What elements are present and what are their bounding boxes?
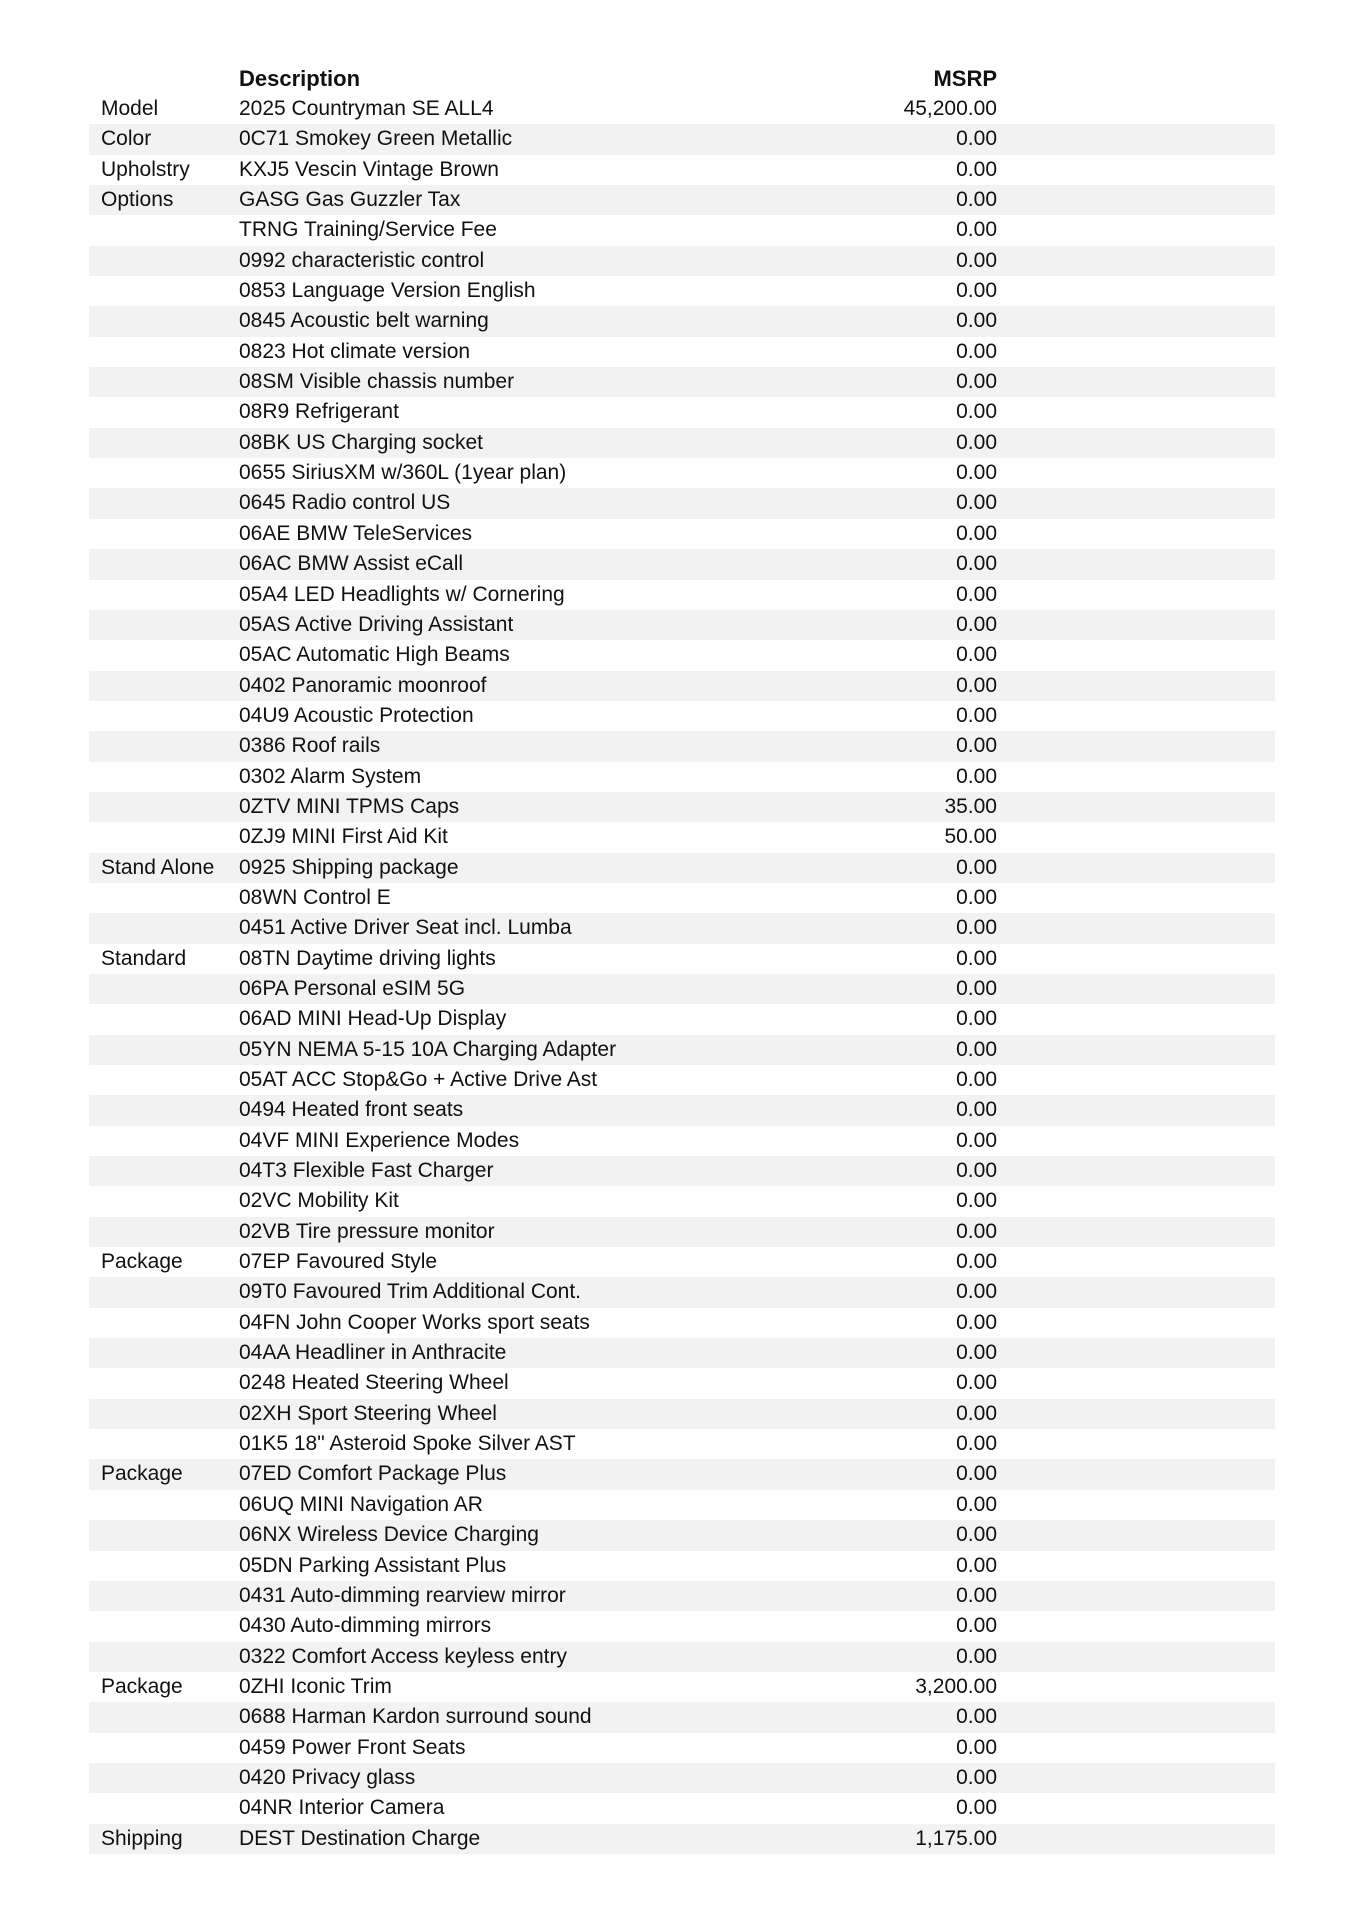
row-description: 0386 Roof rails [239, 734, 381, 758]
row-category: Stand Alone [101, 855, 215, 879]
row-price: 0.00 [956, 1796, 997, 1820]
row-price: 0.00 [956, 339, 997, 363]
row-description: 06UQ MINI Navigation AR [239, 1492, 483, 1516]
table-row [89, 488, 1275, 518]
row-description: 06AD MINI Head-Up Display [239, 1007, 507, 1031]
table-row [89, 428, 1275, 458]
table-row [89, 1490, 1275, 1520]
row-price: 0.00 [956, 885, 997, 909]
row-price: 0.00 [956, 370, 997, 394]
table-row [89, 1702, 1275, 1732]
row-price: 0.00 [956, 1250, 997, 1274]
row-description: 0451 Active Driver Seat incl. Lumba [239, 916, 572, 940]
row-price: 0.00 [956, 1644, 997, 1668]
row-description: 02XH Sport Steering Wheel [239, 1401, 497, 1425]
table-row [89, 549, 1275, 579]
row-description: 0ZTV MINI TPMS Caps [239, 794, 460, 818]
row-description: 08SM Visible chassis number [239, 370, 515, 394]
table-row [89, 1793, 1275, 1823]
row-description: 0ZJ9 MINI First Aid Kit [239, 825, 448, 849]
row-price: 0.00 [956, 976, 997, 1000]
table-row [89, 367, 1275, 397]
row-description: TRNG Training/Service Fee [239, 218, 497, 242]
row-description: 07ED Comfort Package Plus [239, 1462, 507, 1486]
row-description: 06AC BMW Assist eCall [239, 552, 464, 576]
table-row [89, 671, 1275, 701]
row-price: 0.00 [956, 764, 997, 788]
row-description: 04U9 Acoustic Protection [239, 703, 474, 727]
table-row [89, 185, 1275, 215]
row-description: 06PA Personal eSIM 5G [239, 976, 466, 1000]
row-price: 35.00 [944, 794, 997, 818]
table-row [89, 1824, 1275, 1854]
row-category: Upholstry [101, 157, 190, 181]
row-price: 0.00 [956, 643, 997, 667]
row-description: 0248 Heated Steering Wheel [239, 1371, 509, 1395]
row-price: 0.00 [956, 1159, 997, 1183]
row-price: 0.00 [956, 552, 997, 576]
row-price: 45,200.00 [903, 97, 997, 120]
table-row [89, 792, 1275, 822]
row-description: 05DN Parking Assistant Plus [239, 1553, 507, 1577]
row-category: Package [101, 1462, 183, 1486]
table-row [89, 822, 1275, 852]
row-price: 0.00 [956, 218, 997, 242]
row-description: 02VB Tire pressure monitor [239, 1219, 495, 1243]
row-description: 04NR Interior Camera [239, 1796, 445, 1820]
row-description: 0992 characteristic control [239, 248, 485, 272]
row-price: 0.00 [956, 1614, 997, 1638]
row-description: 06AE BMW TeleServices [239, 521, 473, 545]
row-description: 08R9 Refrigerant [239, 400, 399, 424]
row-description: 0494 Heated front seats [239, 1098, 464, 1122]
row-price: 0.00 [956, 734, 997, 758]
row-price: 0.00 [956, 521, 997, 545]
row-description: 07EP Favoured Style [239, 1250, 438, 1274]
table-row [89, 944, 1275, 974]
row-description: 04T3 Flexible Fast Charger [239, 1159, 494, 1183]
table-row [89, 1733, 1275, 1763]
table-row [89, 1763, 1275, 1793]
table-row [89, 762, 1275, 792]
row-category: Standard [101, 946, 187, 970]
row-description: 08BK US Charging socket [239, 430, 483, 454]
row-price: 0.00 [956, 1401, 997, 1425]
row-price: 0.00 [956, 612, 997, 636]
row-category: Shipping [101, 1826, 183, 1850]
table-row [89, 913, 1275, 943]
row-price: 0.00 [956, 309, 997, 333]
row-description: 0322 Comfort Access keyless entry [239, 1644, 567, 1668]
table-row [89, 1642, 1275, 1672]
table-row [89, 974, 1275, 1004]
table-row [89, 883, 1275, 913]
table-row [89, 1217, 1275, 1247]
row-price: 0.00 [956, 673, 997, 697]
row-category: Package [101, 1674, 183, 1698]
row-description: 0925 Shipping package [239, 855, 459, 879]
row-price: 0.00 [956, 1310, 997, 1334]
row-price: 0.00 [956, 582, 997, 606]
row-description: 0420 Privacy glass [239, 1765, 416, 1789]
row-price: 0.00 [956, 279, 997, 303]
table-row [89, 397, 1275, 427]
table-row [89, 124, 1275, 154]
row-price: 0.00 [956, 1492, 997, 1516]
row-category: Options [101, 188, 174, 212]
row-description: 2025 Countryman SE ALL4 [239, 97, 494, 120]
row-price: 0.00 [956, 916, 997, 940]
table-row [89, 1551, 1275, 1581]
table-row [89, 1095, 1275, 1125]
row-price: 0.00 [956, 1280, 997, 1304]
row-description: 0302 Alarm System [239, 764, 422, 788]
row-price: 0.00 [956, 703, 997, 727]
row-description: 04FN John Cooper Works sport seats [239, 1310, 590, 1334]
table-row [89, 1004, 1275, 1034]
table-row [89, 1156, 1275, 1186]
table-row [89, 306, 1275, 336]
row-description: 0845 Acoustic belt warning [239, 309, 489, 333]
msrp-table [89, 64, 1275, 1854]
row-description: 0645 Radio control US [239, 491, 451, 515]
row-price: 0.00 [956, 1371, 997, 1395]
row-description: 04AA Headliner in Anthracite [239, 1341, 507, 1365]
row-price: 0.00 [956, 1523, 997, 1547]
row-description: 06NX Wireless Device Charging [239, 1523, 539, 1547]
row-description: 0430 Auto-dimming mirrors [239, 1614, 492, 1638]
table-row [89, 215, 1275, 245]
table-row [89, 701, 1275, 731]
row-price: 0.00 [956, 1341, 997, 1365]
table-row [89, 337, 1275, 367]
row-description: 0655 SiriusXM w/360L (1year plan) [239, 461, 567, 485]
row-price: 0.00 [956, 1068, 997, 1091]
row-price: 0.00 [956, 946, 997, 970]
row-price: 0.00 [956, 1098, 997, 1122]
row-description: 0823 Hot climate version [239, 339, 471, 363]
row-description: 02VC Mobility Kit [239, 1189, 399, 1213]
row-description: KXJ5 Vescin Vintage Brown [239, 157, 499, 181]
row-price: 0.00 [956, 1553, 997, 1577]
row-description: 08TN Daytime driving lights [239, 946, 496, 970]
table-row [89, 1611, 1275, 1641]
table-row [89, 276, 1275, 306]
row-description: 05A4 LED Headlights w/ Cornering [239, 582, 565, 606]
row-description: 0853 Language Version English [239, 279, 536, 303]
row-price: 0.00 [956, 1462, 997, 1486]
table-row [89, 610, 1275, 640]
row-description: 08WN Control E [239, 885, 391, 909]
description-column-header: Description [239, 66, 361, 91]
table-body [89, 94, 1275, 1854]
row-description: 04VF MINI Experience Modes [239, 1128, 520, 1152]
table-row [89, 853, 1275, 883]
row-description: GASG Gas Guzzler Tax [239, 188, 461, 212]
row-description: 05YN NEMA 5-15 10A Charging Adapter [239, 1037, 617, 1061]
row-description: 0402 Panoramic moonroof [239, 673, 487, 697]
row-description: 05AS Active Driving Assistant [239, 612, 514, 636]
row-price: 0.00 [956, 461, 997, 485]
table-row [89, 1126, 1275, 1156]
table-row [89, 1035, 1275, 1065]
row-price: 0.00 [956, 491, 997, 515]
row-price: 0.00 [956, 157, 997, 181]
row-price: 0.00 [956, 127, 997, 151]
row-description: 05AT ACC Stop&Go + Active Drive Ast [239, 1068, 598, 1091]
row-price: 50.00 [944, 825, 997, 849]
table-row [89, 1399, 1275, 1429]
table-row [89, 1247, 1275, 1277]
row-description: 05AC Automatic High Beams [239, 643, 510, 667]
row-description: 0C71 Smokey Green Metallic [239, 127, 513, 151]
table-row [89, 1186, 1275, 1216]
row-description: 0431 Auto-dimming rearview mirror [239, 1583, 566, 1607]
table-row [89, 1672, 1275, 1702]
row-description: 09T0 Favoured Trim Additional Cont. [239, 1280, 582, 1304]
table-row [89, 1277, 1275, 1307]
row-price: 0.00 [956, 1432, 997, 1456]
row-price: 0.00 [956, 1735, 997, 1759]
table-row [89, 1581, 1275, 1611]
table-row [89, 640, 1275, 670]
row-price: 0.00 [956, 1189, 997, 1213]
row-description: DEST Destination Charge [239, 1826, 481, 1850]
table-row [89, 1459, 1275, 1489]
row-price: 1,175.00 [915, 1826, 997, 1850]
row-price: 0.00 [956, 188, 997, 212]
row-category: Package [101, 1250, 183, 1274]
row-description: 0688 Harman Kardon surround sound [239, 1705, 592, 1729]
row-price: 0.00 [956, 1583, 997, 1607]
row-price: 0.00 [956, 1128, 997, 1152]
row-price: 3,200.00 [915, 1674, 997, 1698]
row-price: 0.00 [956, 1037, 997, 1061]
row-price: 0.00 [956, 855, 997, 879]
table-row [89, 155, 1275, 185]
table-row [89, 1338, 1275, 1368]
table-row [89, 458, 1275, 488]
row-description: 0ZHI Iconic Trim [239, 1674, 392, 1698]
msrp-column-header: MSRP [933, 66, 997, 91]
table-header [89, 64, 1275, 94]
table-row [89, 1429, 1275, 1459]
row-category: Color [101, 127, 152, 151]
table-row [89, 1520, 1275, 1550]
table-row [89, 246, 1275, 276]
row-price: 0.00 [956, 248, 997, 272]
table-row [89, 1308, 1275, 1338]
table-row [89, 580, 1275, 610]
row-category: Model [101, 97, 159, 120]
row-description: 0459 Power Front Seats [239, 1735, 466, 1759]
table-row [89, 1368, 1275, 1398]
table-row [89, 731, 1275, 761]
table-row [89, 94, 1275, 124]
row-price: 0.00 [956, 1007, 997, 1031]
row-price: 0.00 [956, 1219, 997, 1243]
row-price: 0.00 [956, 1705, 997, 1729]
table-row [89, 1065, 1275, 1095]
table-row [89, 519, 1275, 549]
row-description: 01K5 18" Asteroid Spoke Silver AST [239, 1432, 576, 1456]
row-price: 0.00 [956, 400, 997, 424]
row-price: 0.00 [956, 430, 997, 454]
row-price: 0.00 [956, 1765, 997, 1789]
